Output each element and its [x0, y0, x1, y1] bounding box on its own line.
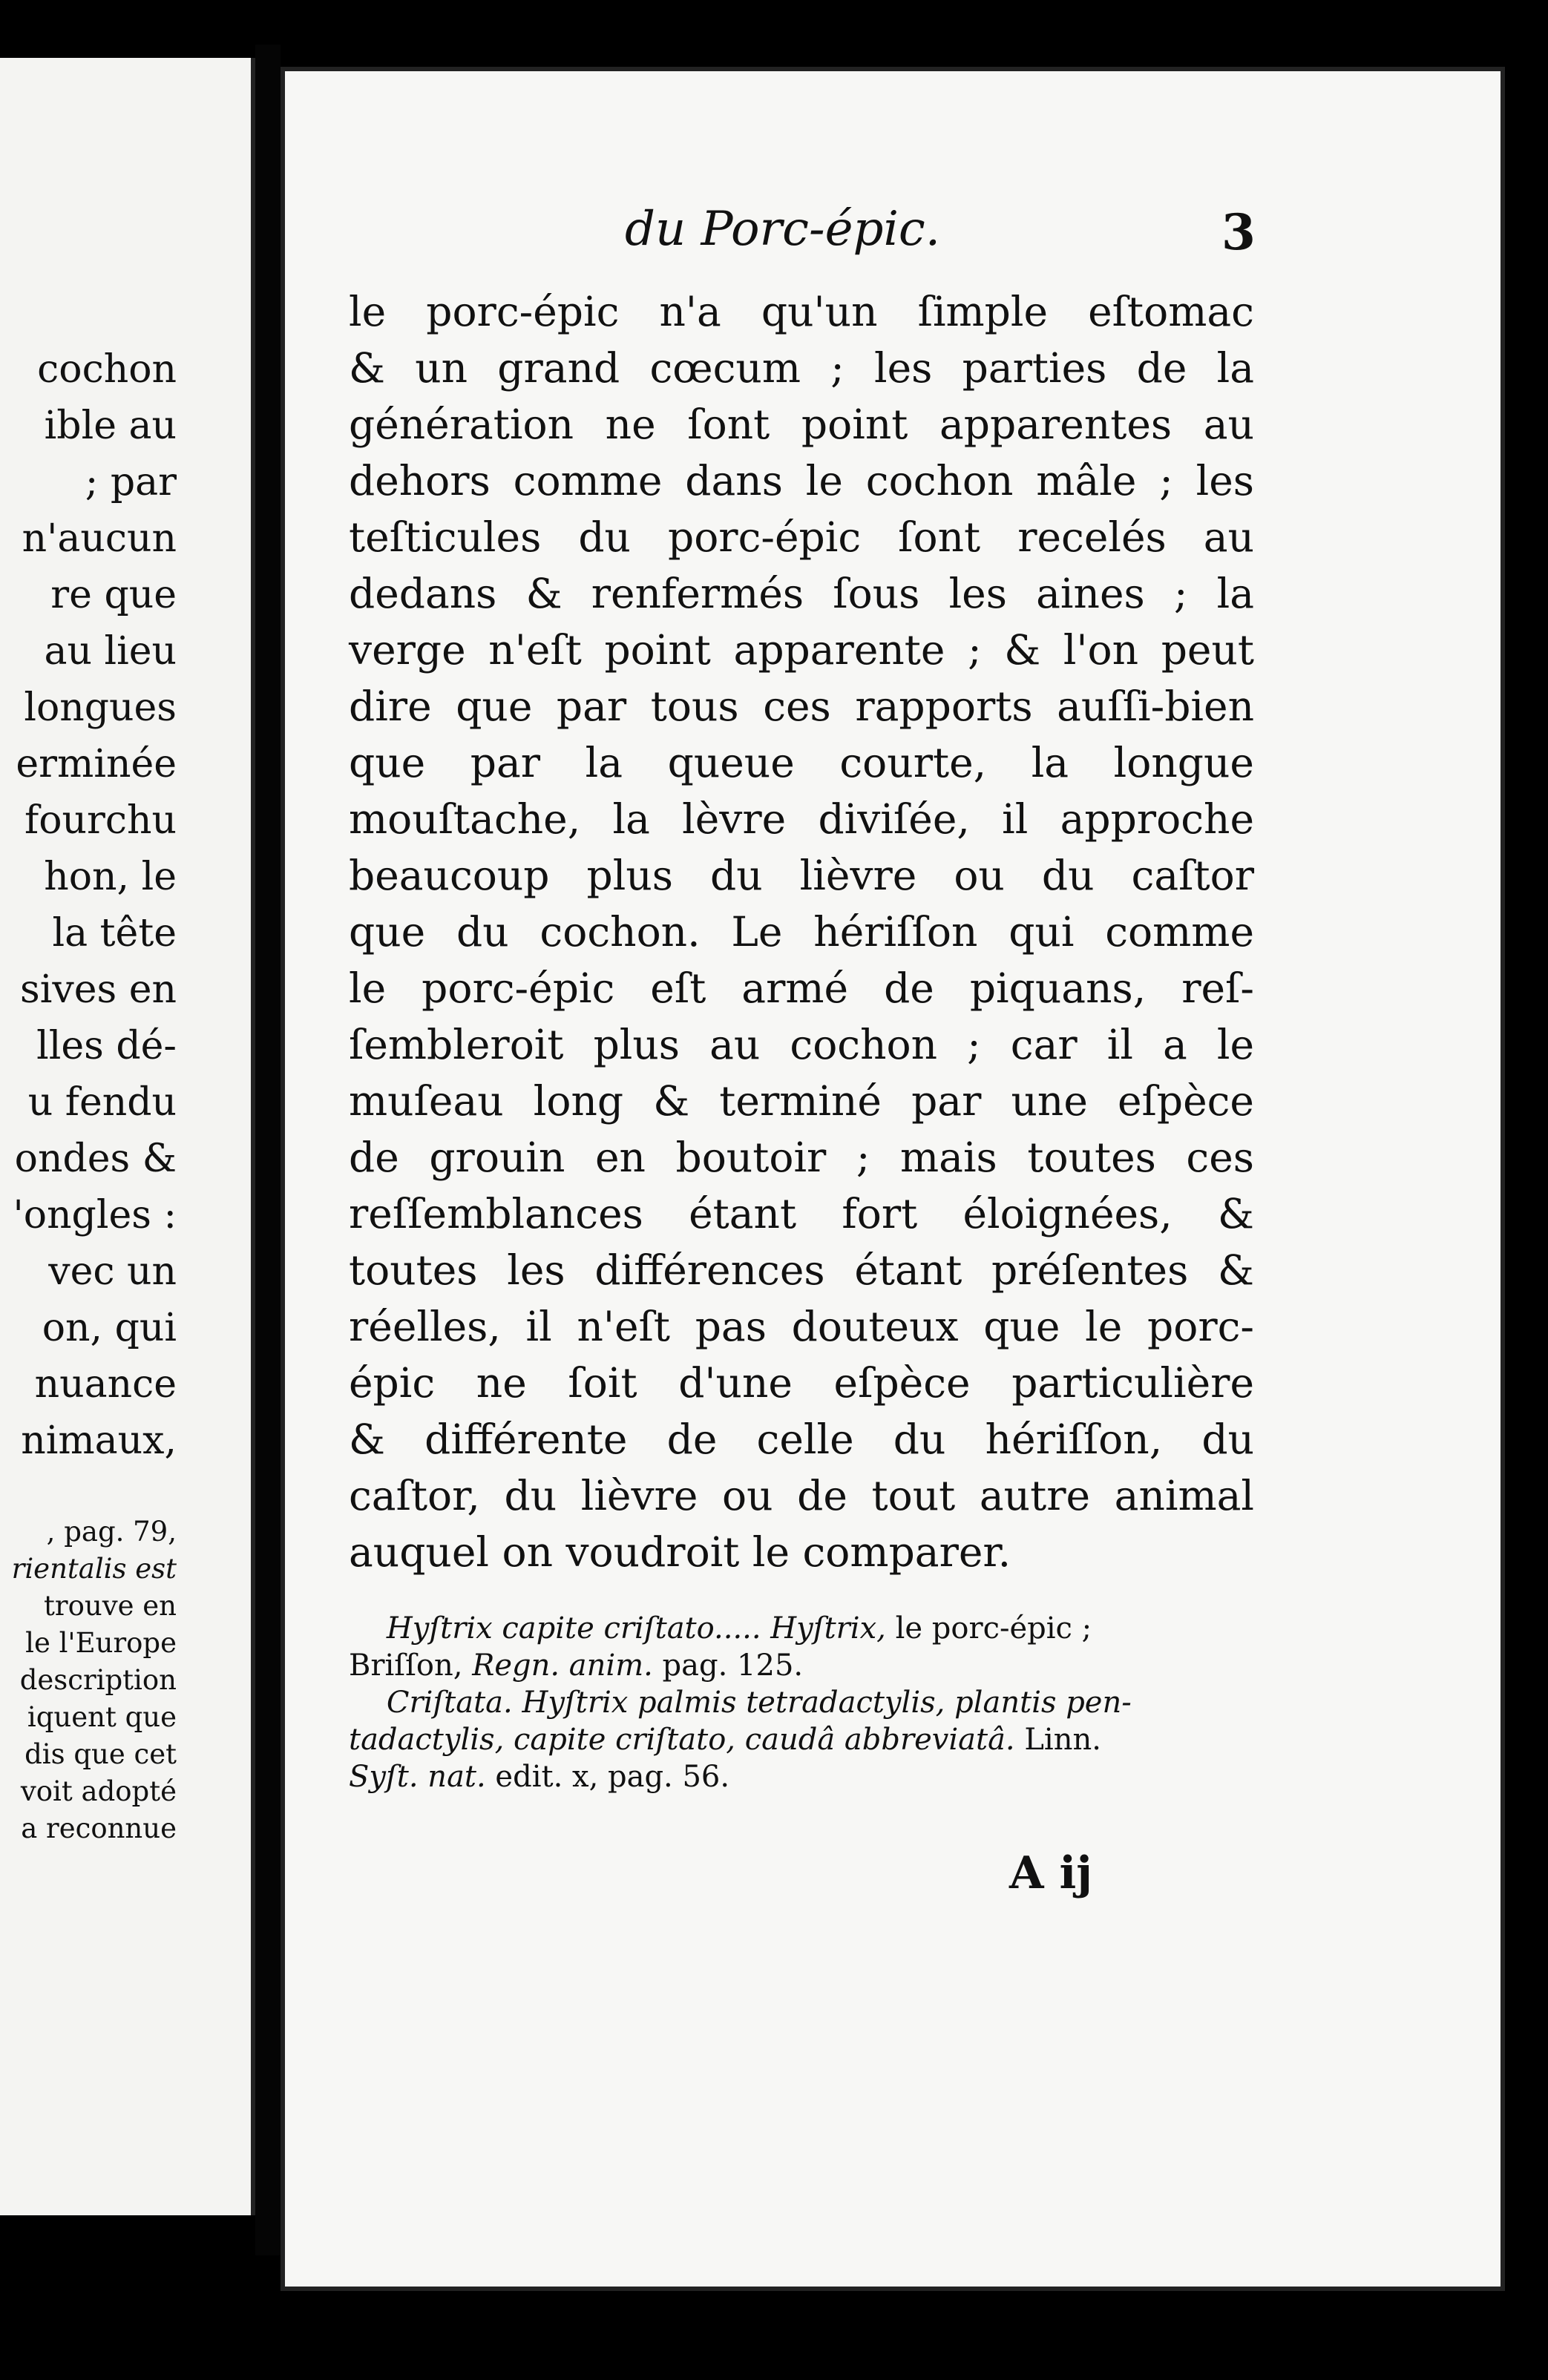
left-line: ible au [44, 404, 177, 448]
left-line: hon, le [44, 855, 177, 899]
running-head: du Porc-épic. [625, 202, 941, 257]
left-line: nimaux, [21, 1419, 177, 1463]
footnote-line [349, 1647, 1254, 1684]
footnote-roman: Briſſon, [349, 1648, 473, 1683]
body-line: caſtor, du lièvre ou de tout autre animal [349, 1472, 1254, 1519]
footnote-italic: Hyſtrix capite criſtato..... Hyſtrix, [386, 1611, 886, 1646]
body-line: reſſemblances étant fort éloignées, & [349, 1190, 1254, 1237]
footnote-italic: tadactylis, capite criſtato, caudâ abbreviatâ. [349, 1723, 1015, 1757]
footnote-roman: Linn. [1014, 1723, 1101, 1757]
footnote-line [349, 1758, 1254, 1795]
left-note-line: dis que cet [24, 1738, 177, 1770]
body-line: & différente de celle du hériſſon, du [349, 1416, 1254, 1463]
left-line: cochon [37, 347, 177, 392]
body-line: auquel on voudroit le comparer. [349, 1528, 1011, 1576]
footnote-line [349, 1684, 1254, 1721]
left-line: vec un [48, 1249, 177, 1294]
body-line: le porc-épic eſt armé de piquans, reſ- [349, 964, 1254, 1012]
body-line: beaucoup plus du lièvre ou du caſtor [349, 852, 1254, 899]
footnote-roman: edit. x, pag. 56. [485, 1760, 730, 1794]
footnote-italic: Criſtata. Hyſtrix palmis tetradactylis, plantis pen- [386, 1686, 1132, 1720]
footnotes [349, 1610, 1254, 1795]
body-line: de grouin en boutoir ; mais toutes ces [349, 1134, 1254, 1181]
body-line: dedans & renfermés ſous les aines ; la [349, 570, 1254, 617]
footnote-roman: le porc-épic ; [885, 1611, 1092, 1646]
left-line: u fendu [27, 1080, 177, 1125]
left-line: la tête [52, 911, 177, 956]
body-line: que du cochon. Le hériſſon qui comme [349, 908, 1254, 956]
body-line: & un grand cœcum ; les parties de la [349, 344, 1254, 392]
book-gutter [255, 45, 281, 2255]
body-line: verge n'eſt point apparente ; & l'on peut [349, 626, 1254, 674]
body-line: teſticules du porc-épic ſont recelés au [349, 513, 1254, 561]
footnote-roman: pag. 125. [652, 1648, 804, 1683]
body-line: dehors comme dans le cochon mâle ; les [349, 457, 1254, 504]
body-line: épic ne ſoit d'une eſpèce particulière [349, 1359, 1254, 1407]
left-line: 'ongles : [13, 1193, 177, 1237]
left-line: erminée [16, 742, 177, 786]
left-line: au lieu [44, 629, 177, 674]
body-text [349, 283, 1254, 1580]
left-note-line: le l'Europe [25, 1627, 177, 1659]
left-note-line: a reconnue [21, 1812, 177, 1844]
body-line: mouſtache, la lèvre diviſée, il approche [349, 795, 1254, 843]
footnote-italic: Syſt. nat. [349, 1760, 486, 1794]
body-line: réelles, il n'eſt pas douteux que le porc- [349, 1303, 1254, 1350]
left-line: ; par [85, 460, 177, 504]
left-line: nuance [34, 1362, 177, 1407]
body-line: ſembleroit plus au cochon ; car il a le [349, 1021, 1254, 1068]
body-line: que par la queue courte, la longue [349, 739, 1254, 786]
body-line: le porc-épic n'a qu'un ſimple eſtomac [349, 288, 1254, 335]
footnote-italic: Regn. anim. [472, 1648, 653, 1683]
signature-mark: A ij [1009, 1847, 1092, 1899]
body-line: dire que par tous ces rapports auſſi-bien [349, 683, 1254, 730]
left-note-line: , pag. 79, [46, 1516, 177, 1548]
body-line: muſeau long & terminé par une eſpèce [349, 1077, 1254, 1125]
left-page-fragment [0, 58, 255, 2215]
left-line: sives en [20, 967, 177, 1012]
left-line: longues [24, 686, 177, 730]
left-line: fourchu [24, 798, 177, 843]
left-note-line: iquent que [27, 1701, 177, 1733]
left-line: n'aucun [22, 516, 177, 561]
left-note-line: voit adopté [20, 1775, 177, 1807]
left-note-line: description [19, 1664, 177, 1696]
left-line: ondes & [14, 1137, 177, 1181]
left-page-footnotes [0, 1513, 177, 1847]
footnote-line [349, 1721, 1254, 1758]
left-line: re que [50, 573, 177, 617]
left-line: lles dé- [36, 1024, 177, 1068]
left-line: on, qui [42, 1306, 177, 1350]
footnote-line [349, 1610, 1254, 1647]
body-line: toutes les différences étant préſentes & [349, 1246, 1254, 1294]
left-page-text [0, 341, 177, 1469]
left-note-line: trouve en [44, 1590, 177, 1622]
left-note-line: rientalis est [11, 1553, 177, 1585]
body-line: génération ne ſont point apparentes au [349, 401, 1254, 448]
page-number: 3 [1221, 203, 1256, 261]
